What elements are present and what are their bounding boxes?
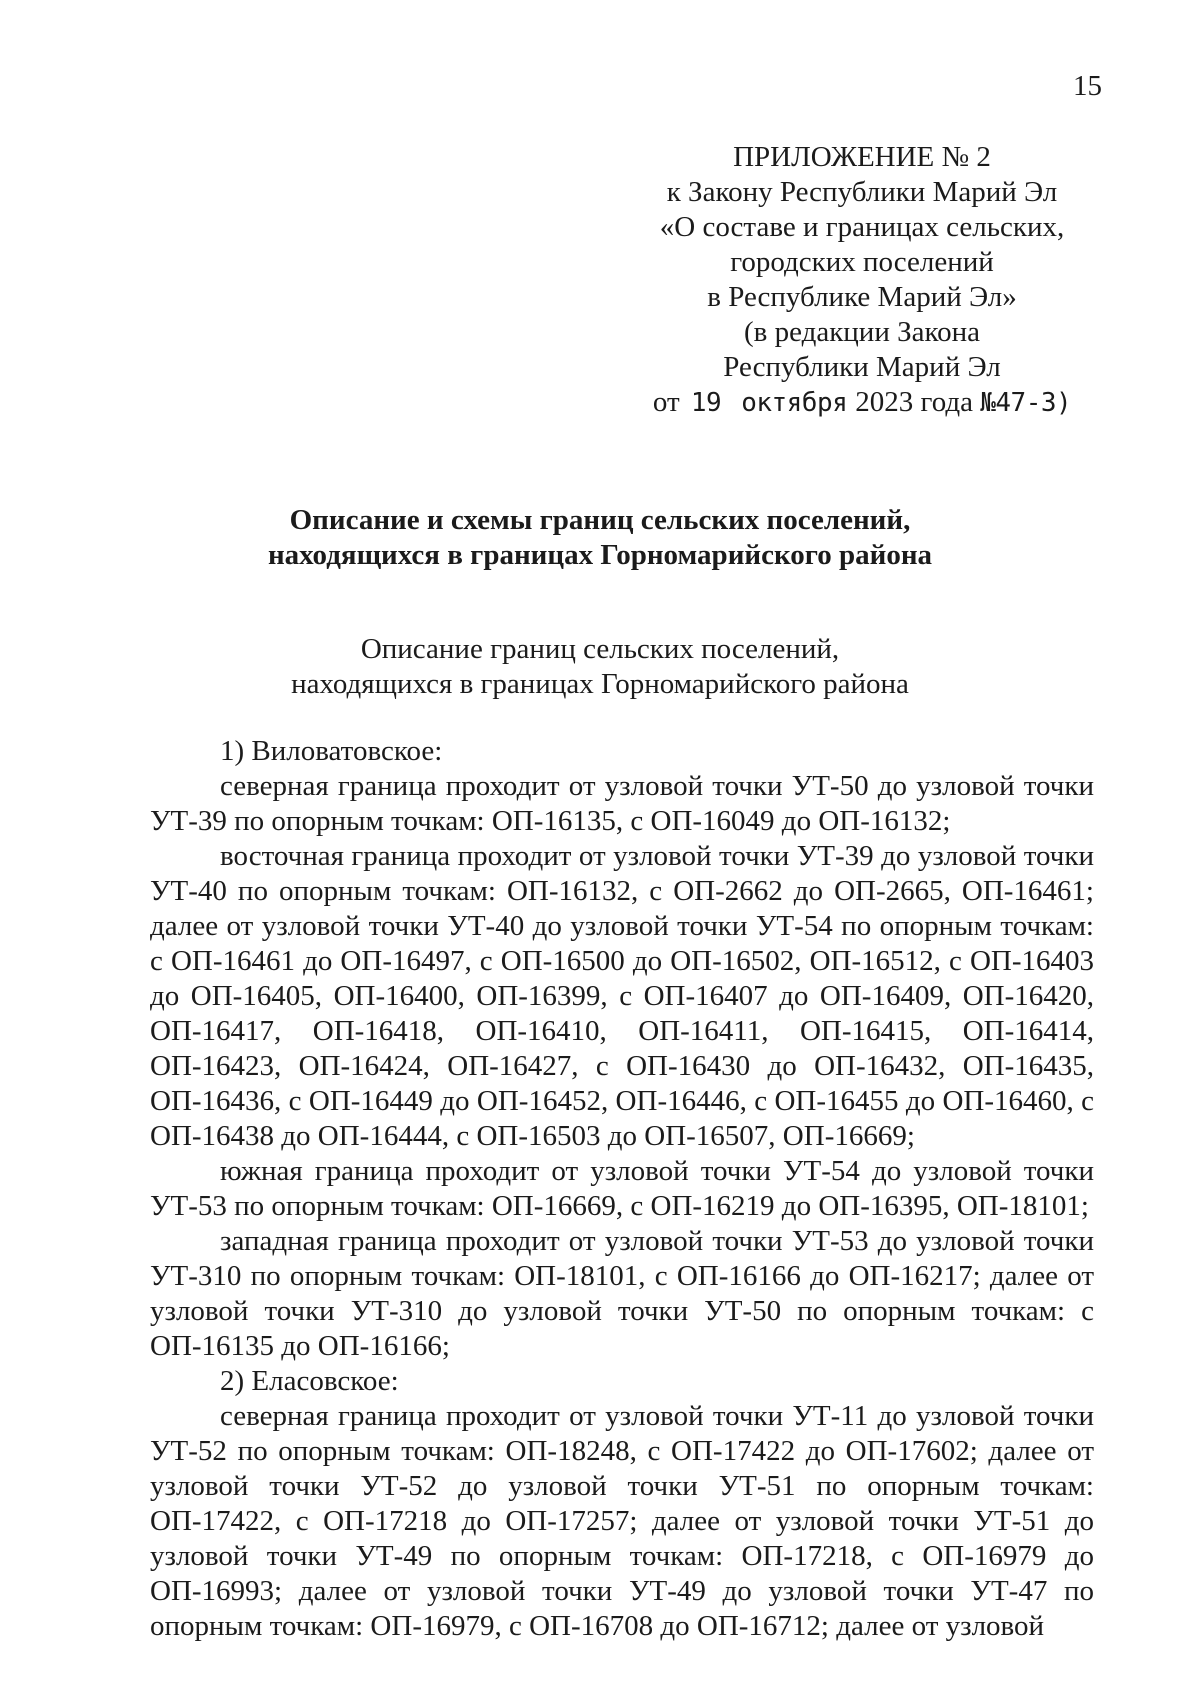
law-number: №47-З <box>980 388 1057 418</box>
main-title-line: Описание и схемы границ сельских поселений, <box>289 504 911 536</box>
document-body <box>150 734 1094 1644</box>
date-year: 2023 года <box>855 386 973 418</box>
main-title <box>150 503 1050 573</box>
boundary-paragraph: восточная граница проходит от узловой точки УТ-39 до узловой точки УТ-40 по опорным точкам: ОП-16132, с ОП-2662 до ОП-2665, ОП-16461; далее от узловой точки УТ-40 до узловой точки УТ-54 по опорным точкам: с ОП-16461 до ОП-16497, с ОП-16500 до ОП-16502, ОП-16512, с ОП-16403 до ОП-16405, ОП-16400, ОП-16399, с ОП-16407 до ОП-16409, ОП-16420, ОП-16417, ОП-16418, ОП-16410, ОП-16411, ОП-16415, ОП-16414, ОП-16423, ОП-16424, ОП-16427, с ОП-16430 до ОП-16432, ОП-16435, ОП-16436, с ОП-16449 до ОП-16452, ОП-16446, с ОП-16455 до ОП-16460, с ОП-16438 до ОП-16444, с ОП-16503 до ОП-16507, ОП-16669; <box>150 840 1094 1152</box>
main-title-line: находящихся в границах Горномарийского района <box>267 539 933 571</box>
page-number: 15 <box>1073 70 1102 102</box>
date-month: октября <box>741 388 848 418</box>
appendix-line: ПРИЛОЖЕНИЕ № 2 <box>733 141 991 173</box>
boundary-paragraph: северная граница проходит от узловой точки УТ-50 до узловой точки УТ-39 по опорным точкам: ОП-16135, с ОП-16049 до ОП-16132; <box>150 770 1094 837</box>
appendix-line: Республики Марий Эл <box>723 351 1001 383</box>
appendix-line: городских поселений <box>730 246 994 278</box>
date-day: 19 <box>690 388 722 418</box>
appendix-header <box>612 140 1112 421</box>
appendix-line: к Закону Республики Марий Эл <box>666 176 1058 208</box>
boundary-paragraph: южная граница проходит от узловой точки УТ-54 до узловой точки УТ-53 по опорным точкам: ОП-16669, с ОП-16219 до ОП-16395, ОП-18101; <box>150 1155 1094 1222</box>
subtitle-line: находящихся в границах Горномарийского района <box>291 668 909 700</box>
date-suffix: ) <box>1056 388 1072 418</box>
section-subtitle <box>150 632 1050 702</box>
settlement-heading: 1) Виловатовское: <box>220 735 443 767</box>
appendix-line: (в редакции Закона <box>743 316 981 348</box>
settlement-heading: 2) Еласовское: <box>220 1365 399 1397</box>
subtitle-line: Описание границ сельских поселений, <box>360 633 840 665</box>
boundary-paragraph: западная граница проходит от узловой точки УТ-53 до узловой точки УТ-310 по опорным точкам: ОП-18101, с ОП-16166 до ОП-16217; далее от узловой точки УТ-310 до узловой точки УТ-50 по опорным точкам: с ОП-16135 до ОП-16166; <box>150 1225 1094 1362</box>
date-prefix: от <box>652 386 680 418</box>
appendix-date-line <box>612 385 1112 421</box>
appendix-line: в Республике Марий Эл» <box>707 281 1017 313</box>
appendix-line: «О составе и границах сельских, <box>659 211 1065 243</box>
boundary-paragraph: северная граница проходит от узловой точки УТ-11 до узловой точки УТ-52 по опорным точкам: ОП-18248, с ОП-17422 до ОП-17602; далее от узловой точки УТ-52 до узловой точки УТ-51 по опорным точкам: ОП-17422, с ОП-17218 до ОП-17257; далее от узловой точки УТ-51 до узловой точки УТ-49 по опорным точкам: ОП-17218, с ОП-16979 до ОП-16993; далее от узловой точки УТ-49 до узловой точки УТ-47 по опорным точкам: ОП-16979, с ОП-16708 до ОП-16712; далее от узловой <box>150 1400 1094 1642</box>
